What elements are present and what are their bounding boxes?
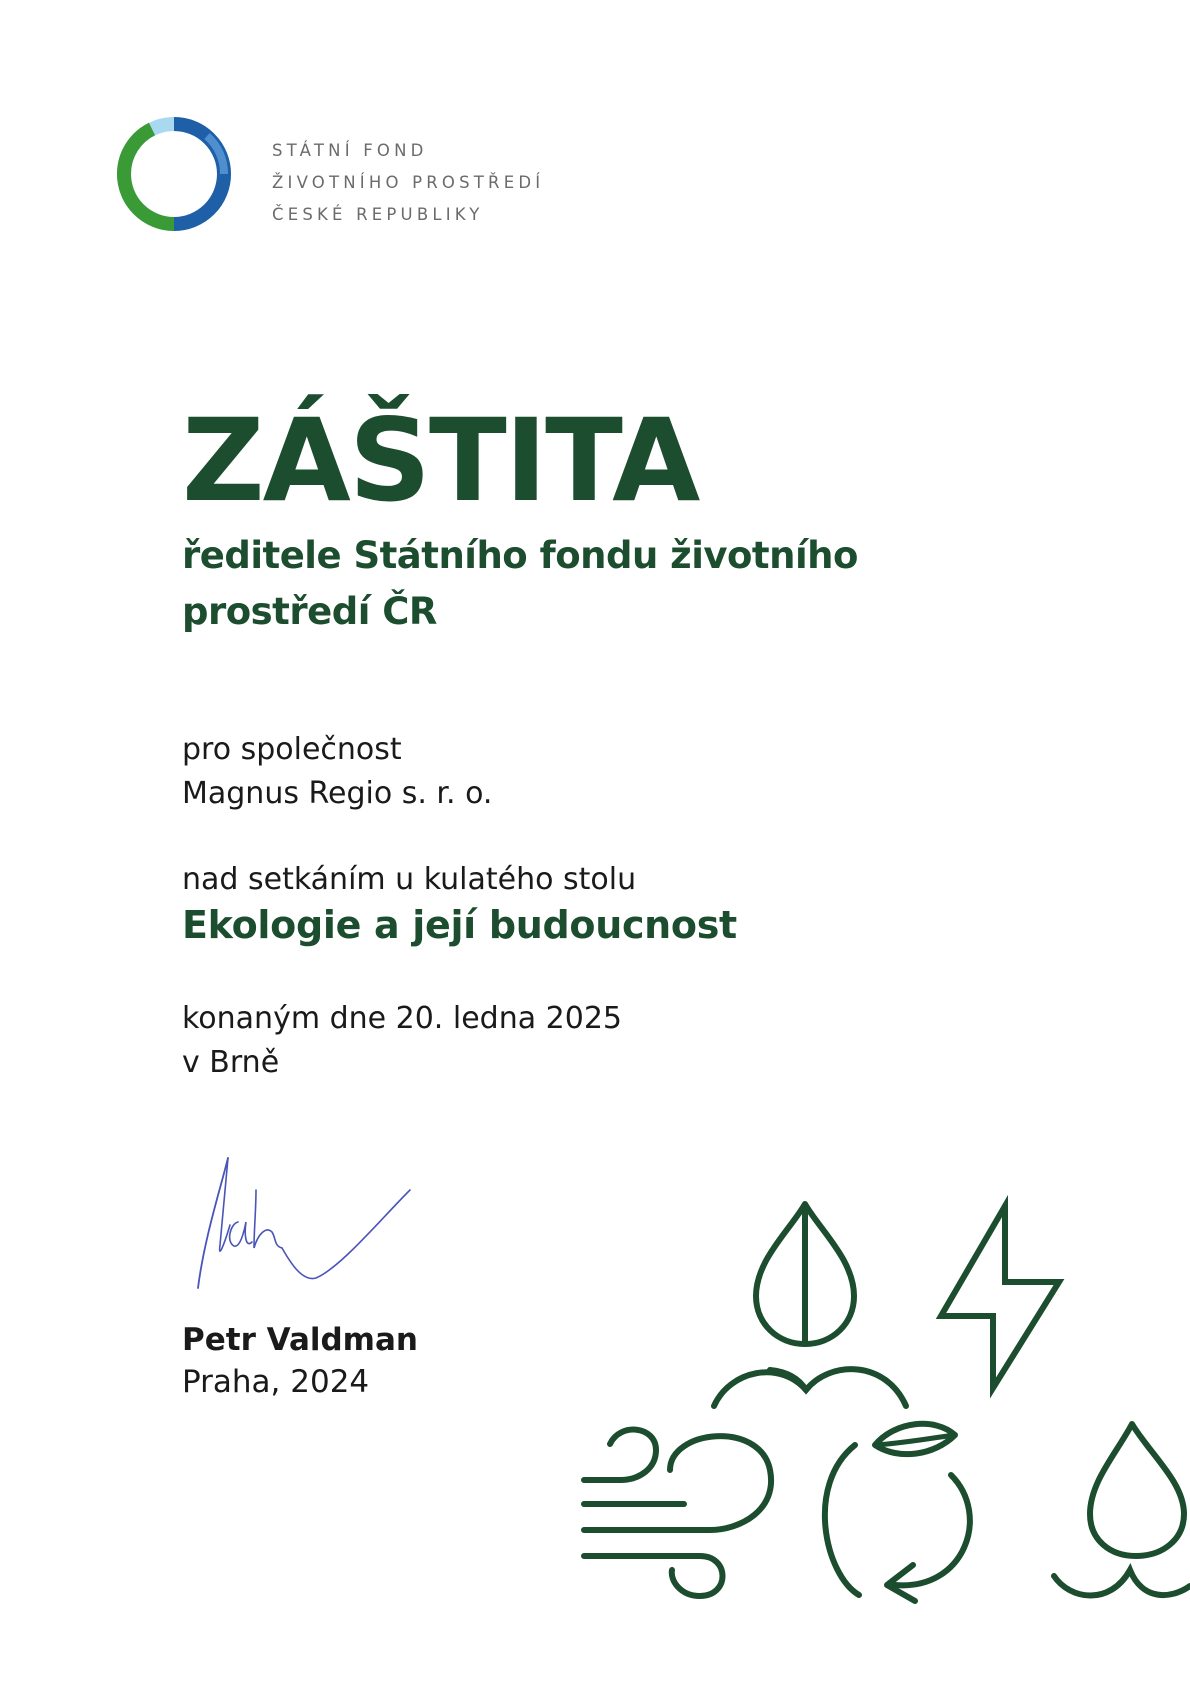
- recipient-name: Magnus Regio s. r. o.: [182, 776, 493, 811]
- event-place: v Brně: [182, 1045, 280, 1080]
- organization-name: [272, 135, 544, 231]
- certificate-subtitle: [182, 528, 942, 640]
- sfzp-logo-icon: [112, 112, 236, 236]
- recycle-icon: [815, 1415, 985, 1605]
- decorative-icons: [580, 1190, 1190, 1683]
- signer-name: Petr Valdman: [182, 1322, 418, 1358]
- subtitle-line: ředitele Státního fondu životního: [182, 534, 858, 577]
- recipient-block: [182, 728, 492, 816]
- subtitle-line: prostředí ČR: [182, 590, 437, 633]
- water-drop-icon: [1050, 1420, 1190, 1600]
- certificate-title: ZÁŠTITA: [182, 394, 699, 527]
- signature-place-year: Praha, 2024: [182, 1364, 370, 1400]
- hills-icon: [710, 1350, 910, 1410]
- event-details: [182, 997, 622, 1085]
- wind-icon: [580, 1410, 790, 1600]
- org-name-line: STÁTNÍ FOND: [272, 141, 428, 160]
- event-intro: nad setkáním u kulatého stolu: [182, 862, 637, 897]
- lightning-icon: [935, 1202, 1065, 1392]
- handwritten-signature: [190, 1150, 430, 1300]
- leaf-drop-icon: [750, 1200, 860, 1350]
- recipient-intro: pro společnost: [182, 732, 402, 767]
- event-name: Ekologie a její budoucnost: [182, 903, 737, 947]
- org-name-line: ŽIVOTNÍHO PROSTŘEDÍ: [272, 173, 545, 192]
- event-date: konaným dne 20. ledna 2025: [182, 1001, 622, 1036]
- org-name-line: ČESKÉ REPUBLIKY: [272, 205, 484, 224]
